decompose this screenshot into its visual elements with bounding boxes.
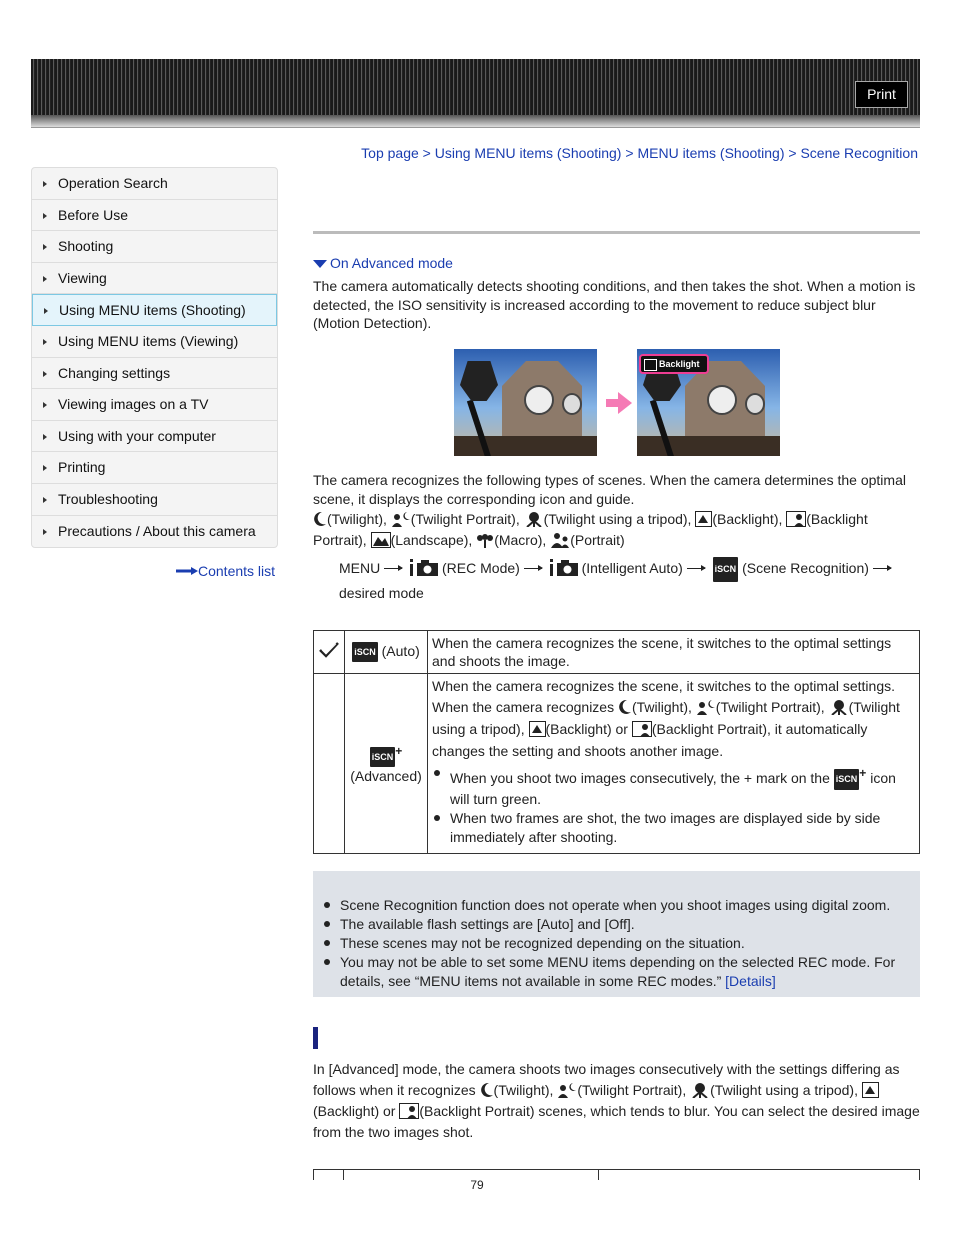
arrow-right-icon <box>176 567 198 575</box>
twilight-portrait-icon <box>696 699 716 715</box>
advanced-description <box>428 674 920 854</box>
bullet1-text-a: When you shoot two images consecutively, the + mark on the <box>450 770 830 786</box>
sidebar-item-label: Operation Search <box>58 175 168 191</box>
twilight-portrait-icon <box>557 1082 577 1098</box>
sidebar-item-troubleshooting[interactable] <box>32 484 277 516</box>
intelligent-auto-label: (Intelligent Auto) <box>581 560 683 576</box>
sidebar-item-computer[interactable] <box>32 421 277 453</box>
sidebar-item-label: Printing <box>58 459 106 476</box>
scene-recognition-label: (Scene Recognition) <box>742 560 869 576</box>
scene-recognition-icon: iSCN <box>713 557 739 582</box>
arrow-right-icon <box>687 568 705 569</box>
breadcrumb-separator: > <box>625 145 634 161</box>
scene-twilight: (Twilight), <box>327 511 387 527</box>
twilight-icon <box>480 1082 494 1098</box>
auto-description: When the camera recognizes the scene, it switches to the optimal settings and shoots the image. <box>428 631 920 674</box>
advanced-backlight: (Backlight) or <box>545 721 628 737</box>
sidebar-item-before-use[interactable] <box>32 200 277 232</box>
table-row <box>314 631 920 674</box>
scene-portrait: (Portrait) <box>570 532 625 548</box>
section-heading-bar <box>313 1027 318 1049</box>
advanced-twilight-text: (Twilight), <box>493 1082 554 1098</box>
backlight-icon <box>862 1082 879 1098</box>
sidebar-item-label: Viewing <box>58 269 107 286</box>
desired-mode-label: desired mode <box>339 585 424 601</box>
advanced-mode-link-label: On Advanced mode <box>330 255 453 271</box>
breadcrumb-separator: > <box>788 145 797 161</box>
advanced-twilight: (Twilight), <box>631 699 692 715</box>
scene-backlight-portrait: (Backlight Portrait), <box>313 511 868 548</box>
sidebar-item-printing[interactable] <box>32 452 277 484</box>
backlight-icon <box>695 511 712 527</box>
notes-list <box>322 896 912 991</box>
arrow-right-icon <box>43 434 47 440</box>
list-item: When two frames are shot, the two images are displayed side by side immediately after shooting. <box>432 809 915 847</box>
list-item: Scene Recognition function does not operate when you shoot images using digital zoom. <box>322 896 912 915</box>
table-row <box>314 674 920 854</box>
sidebar-item-label: Using MENU items (Viewing) <box>58 332 239 349</box>
scene-recognition-advanced-icon: iSCN <box>834 769 860 790</box>
triangle-down-icon <box>313 260 327 268</box>
breadcrumb <box>361 145 918 161</box>
arrow-right-icon <box>43 465 47 471</box>
scene-twilight-portrait: (Twilight Portrait), <box>410 511 520 527</box>
empty-cell <box>314 674 345 854</box>
arrow-right-icon <box>606 392 632 414</box>
intelligent-auto-icon <box>550 558 578 576</box>
advanced-paragraph <box>313 1059 920 1143</box>
arrow-right-icon <box>43 181 47 187</box>
print-button[interactable]: Print <box>855 81 908 108</box>
advanced-line-1: When the camera recognizes the scene, it switches to the optimal settings. <box>432 678 896 694</box>
sidebar-item-changing-settings[interactable] <box>32 358 277 390</box>
advanced-option-label: (Advanced) <box>350 768 422 784</box>
auto-option-cell <box>345 631 428 674</box>
sidebar-item-label: Shooting <box>58 238 114 255</box>
advanced-twilight-tripod-text: (Twilight using a tripod), <box>710 1082 858 1098</box>
backlight-badge: Backlight <box>639 354 709 374</box>
scene-backlight: (Backlight), <box>712 511 783 527</box>
scene-list <box>313 509 920 551</box>
advanced-when-text: When the camera recognizes <box>432 699 615 715</box>
arrow-right-icon <box>43 529 47 535</box>
twilight-icon <box>618 699 632 715</box>
sidebar-item-viewing-tv[interactable] <box>32 389 277 421</box>
scene-landscape: (Landscape), <box>390 532 473 548</box>
default-check-cell <box>314 631 345 674</box>
landscape-icon <box>371 532 391 548</box>
scene-recognition-auto-icon: iSCN <box>352 642 378 662</box>
sidebar <box>31 167 278 548</box>
advanced-backlight-portrait-text: (Backlight Portrait) scenes, which tends to blur. You can select the desired image from the two images shot. <box>313 1103 920 1140</box>
arrow-right-icon <box>524 568 542 569</box>
list-item: The available flash settings are [Auto] and [Off]. <box>322 915 912 934</box>
advanced-backlight-text: (Backlight) or <box>313 1103 396 1119</box>
advanced-twilight-portrait-text: (Twilight Portrait), <box>577 1082 687 1098</box>
rec-mode-label: (REC Mode) <box>442 560 520 576</box>
list-item: These scenes may not be recognized depending on the situation. <box>322 934 912 953</box>
arrow-right-icon <box>44 308 48 314</box>
arrow-right-icon <box>43 497 47 503</box>
auto-option-label: (Auto) <box>381 643 420 659</box>
bullet1-text-b: icon will turn green. <box>450 770 896 807</box>
arrow-right-icon <box>384 568 402 569</box>
sidebar-item-shooting[interactable] <box>32 231 277 263</box>
breadcrumb-menu-items[interactable]: MENU items (Shooting) <box>637 145 785 161</box>
breadcrumb-separator: > <box>422 145 431 161</box>
backlight-portrait-icon <box>786 511 806 527</box>
advanced-line-2 <box>432 696 915 762</box>
header-banner <box>31 59 920 128</box>
options-table <box>313 630 920 854</box>
arrow-right-icon <box>43 371 47 377</box>
sidebar-item-label: Changing settings <box>58 364 171 381</box>
twilight-tripod-icon <box>829 699 849 715</box>
page-number: 79 <box>470 1178 484 1192</box>
list-item: When you shoot two images consecutively, the + mark on the iSCN + icon will turn green. <box>432 764 915 809</box>
advanced-text-a: In [Advanced] mode, the camera shoots two images consecutively with the settings differing as follows when it recognizes <box>313 1061 900 1098</box>
breadcrumb-menu-shooting[interactable]: Using MENU items (Shooting) <box>434 145 622 161</box>
advanced-twilight-portrait: (Twilight Portrait), <box>715 699 825 715</box>
sidebar-item-label: Precautions / About this camera <box>58 522 256 539</box>
twilight-icon <box>313 511 327 527</box>
note4-text: You may not be able to set some MENU items depending on the selected REC mode. For details, see “MENU items not available in some REC modes.” <box>340 954 896 989</box>
twilight-tripod-icon <box>524 511 544 527</box>
backlight-portrait-icon <box>399 1103 419 1119</box>
illustration-before <box>454 349 597 456</box>
contents-list-label: Contents list <box>198 563 276 579</box>
twilight-portrait-icon <box>391 511 411 527</box>
sidebar-item-menu-shooting[interactable] <box>32 294 277 326</box>
sidebar-item-label: Using MENU items (Shooting) <box>59 302 246 319</box>
intro-paragraph: The camera automatically detects shooting conditions, and then takes the shot. When a motion is detected, the ISO sensitivity is increased according to the movement to reduce subject blur (Motion Detection). <box>313 278 916 331</box>
breadcrumb-top-page[interactable]: Top page <box>361 145 419 161</box>
portrait-icon <box>550 532 570 548</box>
sidebar-item-precautions[interactable] <box>32 516 277 548</box>
advanced-mode-link[interactable] <box>313 255 453 271</box>
advanced-twilight-tripod: (Twilight using a tripod), <box>432 699 900 737</box>
scene-recognition-advanced-icon: iSCN <box>370 747 396 767</box>
arrow-right-icon <box>43 339 47 345</box>
backlight-icon <box>529 721 546 737</box>
sidebar-item-label: Before Use <box>58 206 129 223</box>
scene-twilight-tripod: (Twilight using a tripod), <box>543 511 692 527</box>
arrow-right-icon <box>43 276 47 282</box>
sidebar-item-menu-viewing[interactable] <box>32 326 277 358</box>
sidebar-item-operation-search[interactable] <box>32 168 277 200</box>
sidebar-item-viewing[interactable] <box>32 263 277 295</box>
menu-label: MENU <box>339 560 381 576</box>
breadcrumb-current[interactable]: Scene Recognition <box>800 145 918 161</box>
details-link[interactable]: [Details] <box>725 973 776 989</box>
title-divider <box>313 231 920 234</box>
list-item <box>322 953 912 991</box>
sidebar-item-label: Troubleshooting <box>58 490 158 507</box>
advanced-option-cell: iSCN + (Advanced) <box>345 674 428 854</box>
twilight-tripod-icon <box>690 1082 710 1098</box>
check-icon <box>318 641 340 659</box>
arrow-right-icon <box>43 244 47 250</box>
scenes-intro: The camera recognizes the following types of scenes. When the camera determines the optimal scene, it displays the corresponding icon and guide. <box>313 472 906 507</box>
advanced-backlight-portrait: (Backlight Portrait), it automatically changes the setting and shoots another image. <box>432 721 868 759</box>
contents-list-link[interactable] <box>176 563 275 579</box>
macro-icon <box>476 532 494 548</box>
rec-mode-icon <box>410 558 438 576</box>
sidebar-item-label: Using with your computer <box>58 427 216 444</box>
notes-box <box>313 871 920 997</box>
arrow-right-icon <box>873 568 891 569</box>
arrow-right-icon <box>43 402 47 408</box>
menu-path <box>339 557 914 605</box>
arrow-right-icon <box>43 213 47 219</box>
illustration-after <box>637 349 780 456</box>
scene-macro: (Macro), <box>494 532 547 548</box>
sidebar-item-label: Viewing images on a TV <box>58 396 209 413</box>
backlight-portrait-icon <box>632 721 652 737</box>
